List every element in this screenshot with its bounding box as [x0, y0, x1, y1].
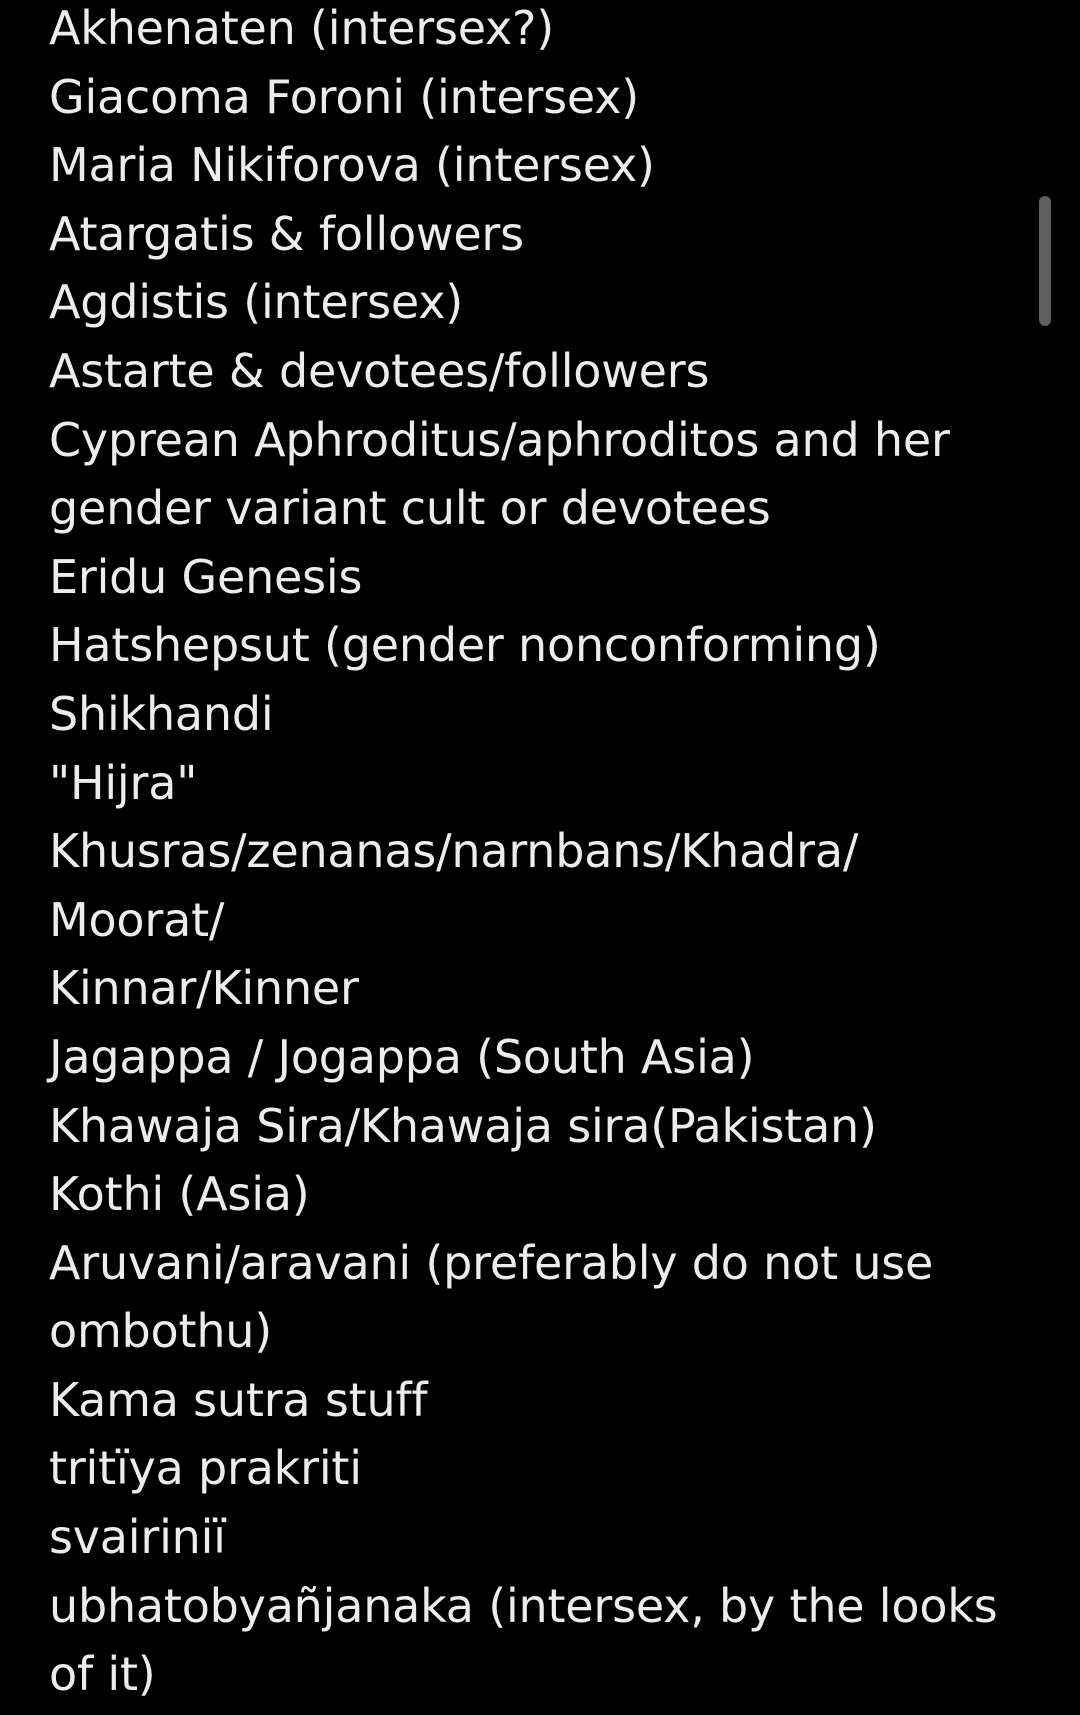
- note-line: Kama sutra stuff: [49, 1372, 428, 1427]
- note-line: Khusras/zenanas/narnbans/Khadra/: [49, 824, 859, 879]
- note-line: ubhatobyañjanaka (intersex, by the looks: [49, 1578, 998, 1633]
- note-line: Akhenaten (intersex?): [49, 1, 554, 55]
- note-line: ombothu): [49, 1304, 272, 1359]
- note-line: Eridu Genesis: [49, 549, 363, 604]
- note-line: Giacoma Foroni (intersex): [49, 69, 639, 124]
- note-line: Agdistis (intersex): [49, 275, 463, 330]
- note-line: Maria Nikiforova (intersex): [49, 138, 655, 193]
- note-line: Kothi (Asia): [49, 1167, 310, 1222]
- note-line: Astarte & devotees/followers: [49, 343, 710, 398]
- note-line: "Hijra": [49, 755, 198, 810]
- note-line: Jagappa / Jogappa (South Asia): [49, 1029, 755, 1084]
- scrollbar-thumb[interactable]: [1039, 196, 1051, 326]
- note-line: Atargatis & followers: [49, 206, 524, 261]
- note-line: Cyprean Aphroditus/aphroditos and her: [49, 412, 950, 467]
- note-line: Khawaja Sira/Khawaja sira(Pakistan): [49, 1098, 877, 1153]
- note-line: of it): [49, 1647, 156, 1702]
- note-line: Shikhandi: [49, 686, 274, 741]
- note-line: Hatshepsut (gender nonconforming): [49, 618, 881, 673]
- note-line: Aruvani/aravani (preferably do not use: [49, 1235, 934, 1290]
- note-line: Moorat/: [49, 892, 225, 947]
- note-line: tritïya prakriti: [49, 1441, 362, 1496]
- note-line: svairiniï: [49, 1510, 226, 1565]
- note-line: Kinnar/Kinner: [49, 961, 359, 1016]
- note-line: gender variant cult or devotees: [49, 481, 771, 536]
